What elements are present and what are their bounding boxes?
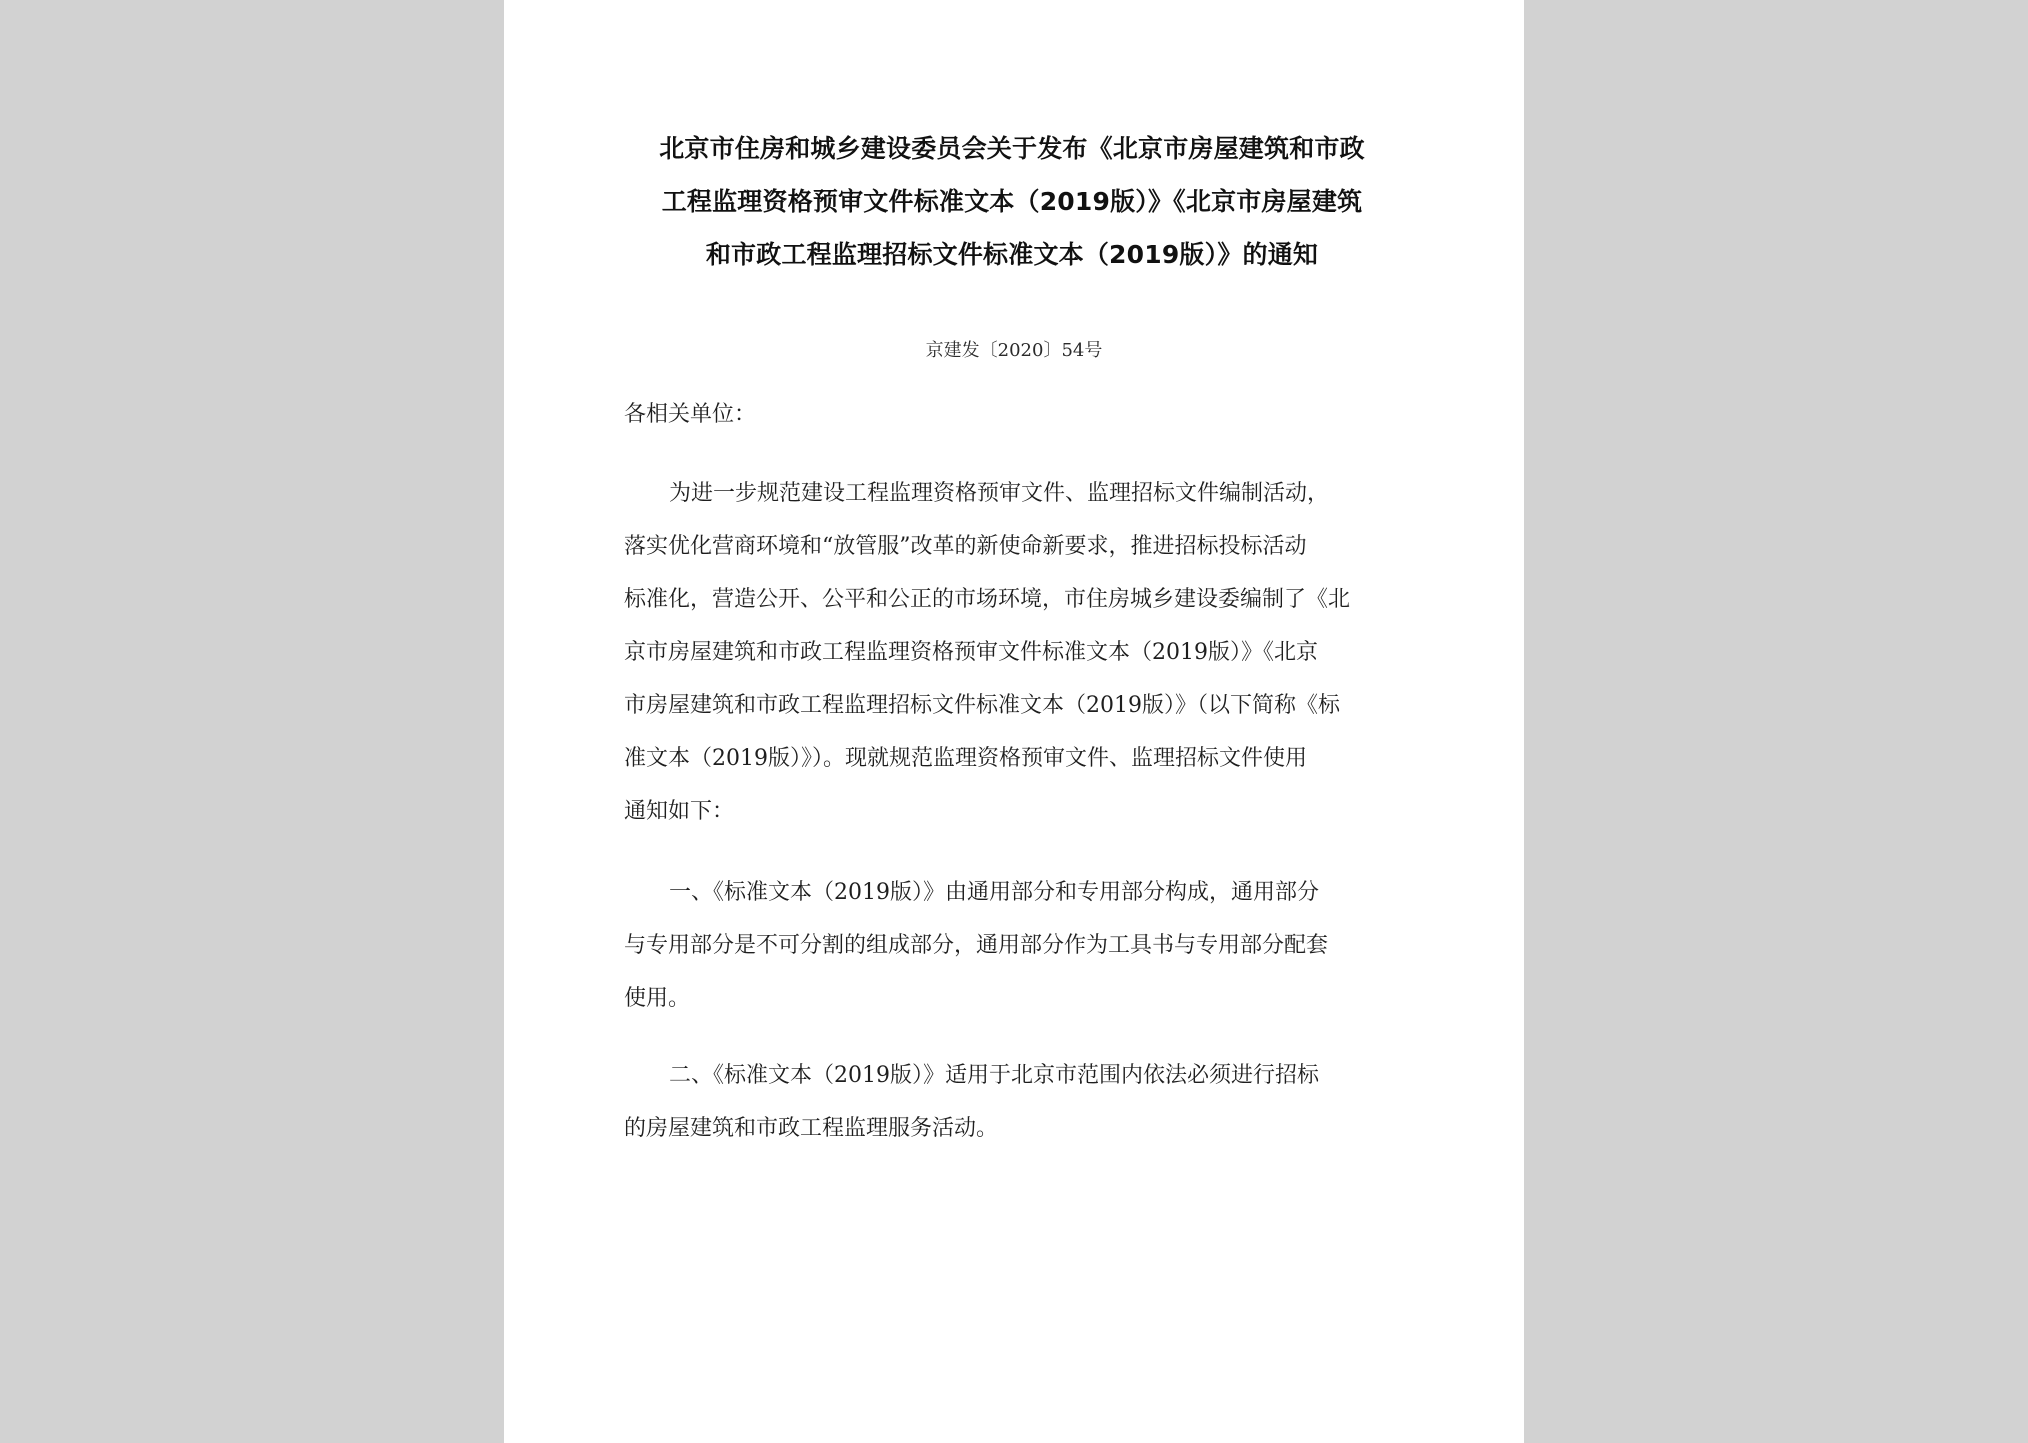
paragraph-line: 一、《标准文本（2019版）》由通用部分和专用部分构成，通用部分 — [669, 880, 1319, 905]
document-title — [624, 122, 1400, 281]
body-paragraph-intro — [624, 467, 1402, 838]
paragraph-line: 二、《标准文本（2019版）》适用于北京市范围内依法必须进行招标 — [669, 1063, 1319, 1088]
salutation: 各相关单位： — [624, 402, 757, 427]
title-line: 北京市住房和城乡建设委员会关于发布《北京市房屋建筑和市政 — [659, 134, 1365, 163]
body-paragraph-item-1 — [624, 866, 1402, 1025]
body-paragraph-item-2 — [624, 1049, 1402, 1155]
paragraph-line: 准文本（2019版）》）。现就规范监理资格预审文件、监理招标文件使用 — [624, 746, 1307, 771]
paragraph-line: 与专用部分是不可分割的组成部分，通用部分作为工具书与专用部分配套 — [624, 933, 1329, 958]
paragraph-line: 落实优化营商环境和“放管服”改革的新使命新要求，推进招标投标活动 — [624, 534, 1307, 559]
paragraph-line: 通知如下： — [624, 799, 735, 824]
document-page — [504, 0, 1524, 1443]
paragraph-line: 市房屋建筑和市政工程监理招标文件标准文本（2019版）》（以下简称《标 — [624, 693, 1340, 718]
paragraph-line: 的房屋建筑和市政工程监理服务活动。 — [624, 1116, 999, 1141]
paragraph-line: 为进一步规范建设工程监理资格预审文件、监理招标文件编制活动， — [669, 481, 1330, 506]
paragraph-line: 使用。 — [624, 986, 691, 1011]
paragraph-line: 标准化，营造公开、公平和公正的市场环境，市住房城乡建设委编制了《北 — [624, 587, 1351, 612]
title-line: 和市政工程监理招标文件标准文本（2019版）》的通知 — [705, 240, 1319, 269]
title-line: 工程监理资格预审文件标准文本（2019版）》《北京市房屋建筑 — [661, 187, 1363, 216]
document-number: 京建发〔2020〕54号 — [925, 340, 1103, 361]
paragraph-line: 京市房屋建筑和市政工程监理资格预审文件标准文本（2019版）》《北京 — [624, 640, 1318, 665]
